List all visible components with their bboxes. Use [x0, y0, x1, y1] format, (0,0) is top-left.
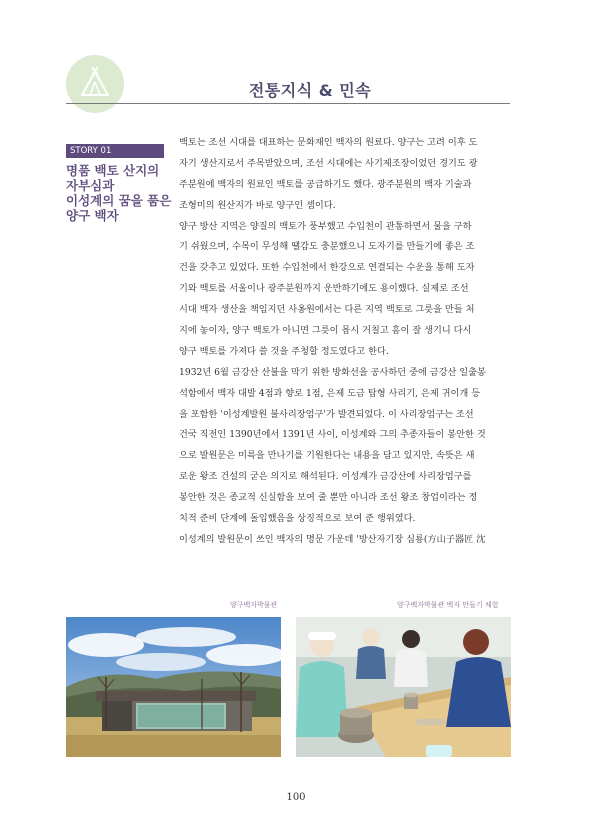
section-title: 전통지식 & 민속 [248, 81, 372, 100]
header-divider [66, 103, 510, 104]
body-line: 시대 백자 생산을 책임지던 사옹원에서는 다른 지역 백토로 그릇을 만들 처 [179, 304, 475, 316]
body-line: 조형미의 원산지가 바로 양구인 셈이다. [179, 199, 336, 211]
body-line: 치적 준비 단계에 돌입했음을 상징적으로 보여 준 행위였다. [179, 513, 416, 525]
figure-caption-museum: 양구백자박물관 [230, 601, 278, 609]
body-line: 1932년 6월 금강산 산불을 막기 위한 방화선을 공사하던 중에 금강산 일출봉 [179, 366, 486, 378]
body-line: 봉안한 것은 종교적 신실함을 보여 줄 뿐만 아니라 조선 왕조 창업이라는 정 [179, 492, 478, 504]
body-line: 양구 백토를 가져다 쓸 것을 주청할 정도였다고 한다. [179, 345, 389, 357]
story-title [66, 163, 174, 223]
body-line: 석함에서 백자 대발 4점과 향로 1점, 은제 도금 탑형 사리기, 은제 귀이개 등 [179, 387, 481, 399]
workshop-photo [296, 617, 511, 757]
header-icon-badge [66, 55, 124, 113]
story-title-line: 명품 백토 산지의 [66, 163, 160, 178]
body-line: 기와 백토를 서울이나 광주분원까지 운반하기에도 용이했다. 실제로 조선 [179, 283, 469, 295]
story-title-line: 이성계의 꿈을 품은 [66, 193, 172, 208]
body-line: 을 포함한 '이성계발원 불사리장엄구'가 발견되었다. 이 사리장엄구는 조선 [179, 408, 474, 420]
story-title-line: 자부심과 [66, 178, 115, 193]
body-line: 주분원에 백자의 원료인 백토를 공급하기도 했다. 광주분원의 백자 기술과 [179, 178, 472, 190]
body-line: 건국 직전인 1390년에서 1391년 사이, 이성계와 그의 추종자들이 봉안한 것 [179, 429, 486, 441]
body-line: 자기 생산지로서 주목받았으며, 조선 시대에는 사기제조장이었던 경기도 광 [179, 157, 478, 169]
body-line: 로운 왕조 건설의 굳은 의지로 해석된다. 이성계가 금강산에 사리장엄구를 [179, 471, 472, 483]
body-line: 이성계의 발원문이 쓰인 백자의 명문 가운데 '방산자기장 심룡(方山子器匠 沈 [179, 533, 486, 545]
page-number: 100 [286, 792, 306, 803]
body-line: 양구 방산 지역은 양질의 백토가 풍부했고 수입천이 관통하면서 물을 구하 [179, 220, 472, 232]
museum-photo [66, 617, 281, 757]
body-line: 으로 발원문은 미륵을 만나기를 기원한다는 내용을 담고 있지만, 속뜻은 새 [179, 450, 475, 462]
figure-caption-workshop: 양구백자박물관 백자 만들기 체험 [397, 601, 499, 609]
body-line: 백토는 조선 시대를 대표하는 문화재인 백자의 원료다. 양구는 고려 이후 도 [179, 137, 478, 148]
story-title-line: 양구 백자 [66, 208, 119, 223]
story-badge: STORY 01 [66, 144, 164, 158]
body-line: 지에 놓이자, 양구 백토가 아니면 그릇이 몹시 거칠고 흠이 잘 생기니 다시 [179, 325, 472, 337]
body-line: 기 쉬웠으며, 수목이 무성해 땔감도 충분했으니 도자기를 만들기에 좋은 조 [179, 241, 475, 253]
body-line: 건을 갖추고 있었다. 또한 수입천에서 한강으로 연결되는 수운을 통해 도자 [179, 262, 475, 274]
body-text [179, 133, 511, 551]
tent-icon [78, 65, 112, 101]
